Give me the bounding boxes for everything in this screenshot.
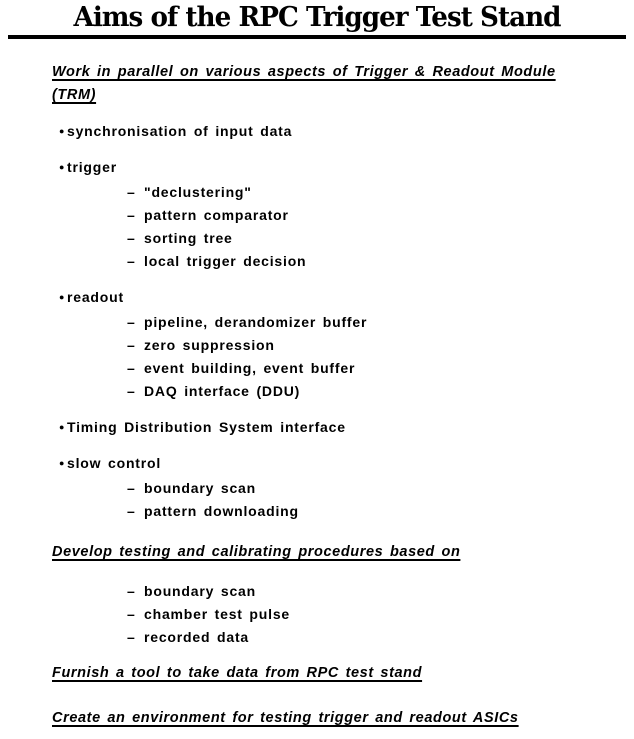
dash-icon: – xyxy=(127,606,136,622)
slide-content xyxy=(0,39,634,730)
heading-furnish-tool: Furnish a tool to take data from RPC test stand xyxy=(52,665,423,681)
subitem-label: chamber test pulse xyxy=(144,606,290,622)
develop-subitems xyxy=(52,580,614,649)
dash-icon: – xyxy=(127,360,136,376)
heading-work-in-parallel: Work in parallel on various aspects of Trigger & Readout Module (TRM) xyxy=(52,64,556,103)
bullet-item-slow-control xyxy=(52,452,614,475)
subitem-label: pipeline, derandomizer buffer xyxy=(144,314,368,330)
bullet-label: synchronisation of input data xyxy=(67,123,293,139)
subitem-daq-interface xyxy=(52,380,614,403)
subitem-label: event building, event buffer xyxy=(144,360,356,376)
dash-icon: – xyxy=(127,230,136,246)
readout-subitems xyxy=(52,311,614,403)
subitem-event-building xyxy=(52,357,614,380)
subitem-recorded-data xyxy=(52,626,614,649)
bullet-label: Timing Distribution System interface xyxy=(67,419,346,435)
bullet-icon: ● xyxy=(59,126,66,136)
slow-control-subitems xyxy=(52,477,614,523)
subitem-label: boundary scan xyxy=(144,480,256,496)
heading-develop-testing: Develop testing and calibrating procedures based on xyxy=(52,544,461,560)
bullet-icon: ● xyxy=(59,458,66,468)
dash-icon: – xyxy=(127,337,136,353)
bullet-icon: ● xyxy=(59,162,66,172)
subitem-label: boundary scan xyxy=(144,583,256,599)
trigger-subitems xyxy=(52,181,614,273)
subitem-pattern-downloading xyxy=(52,500,614,523)
bullet-item-readout xyxy=(52,286,614,309)
subitem-label: recorded data xyxy=(144,629,249,645)
bullet-label: readout xyxy=(67,289,124,305)
subitem-label: "declustering" xyxy=(144,184,252,200)
dash-icon: – xyxy=(127,480,136,496)
subitem-label: pattern comparator xyxy=(144,207,289,223)
bullet-icon: ● xyxy=(59,292,66,302)
dash-icon: – xyxy=(127,629,136,645)
bullet-item-trigger xyxy=(52,156,614,179)
dash-icon: – xyxy=(127,184,136,200)
bullet-icon: ● xyxy=(59,422,66,432)
subitem-local-trigger-decision xyxy=(52,250,614,273)
dash-icon: – xyxy=(127,583,136,599)
subitem-boundary-scan-2 xyxy=(52,580,614,603)
bullet-label: slow control xyxy=(67,455,162,471)
dash-icon: – xyxy=(127,207,136,223)
dash-icon: – xyxy=(127,503,136,519)
dash-icon: – xyxy=(127,314,136,330)
subitem-declustering xyxy=(52,181,614,204)
dash-icon: – xyxy=(127,383,136,399)
slide-title: Aims of the RPC Trigger Test Stand xyxy=(73,2,561,33)
dash-icon: – xyxy=(127,253,136,269)
subitem-pipeline-derandomizer xyxy=(52,311,614,334)
subitem-pattern-comparator xyxy=(52,204,614,227)
bullet-label: trigger xyxy=(67,159,117,175)
subitem-zero-suppression xyxy=(52,334,614,357)
subitem-boundary-scan xyxy=(52,477,614,500)
heading-create-environment: Create an environment for testing trigger and readout ASICs xyxy=(52,710,519,726)
subitem-label: pattern downloading xyxy=(144,503,299,519)
subitem-chamber-test-pulse xyxy=(52,603,614,626)
subitem-label: zero suppression xyxy=(144,337,275,353)
subitem-label: DAQ interface (DDU) xyxy=(144,383,301,399)
bullet-item-synchronisation xyxy=(52,120,614,143)
subitem-sorting-tree xyxy=(52,227,614,250)
subitem-label: sorting tree xyxy=(144,230,233,246)
bullet-item-timing-distribution xyxy=(52,416,614,439)
subitem-label: local trigger decision xyxy=(144,253,307,269)
